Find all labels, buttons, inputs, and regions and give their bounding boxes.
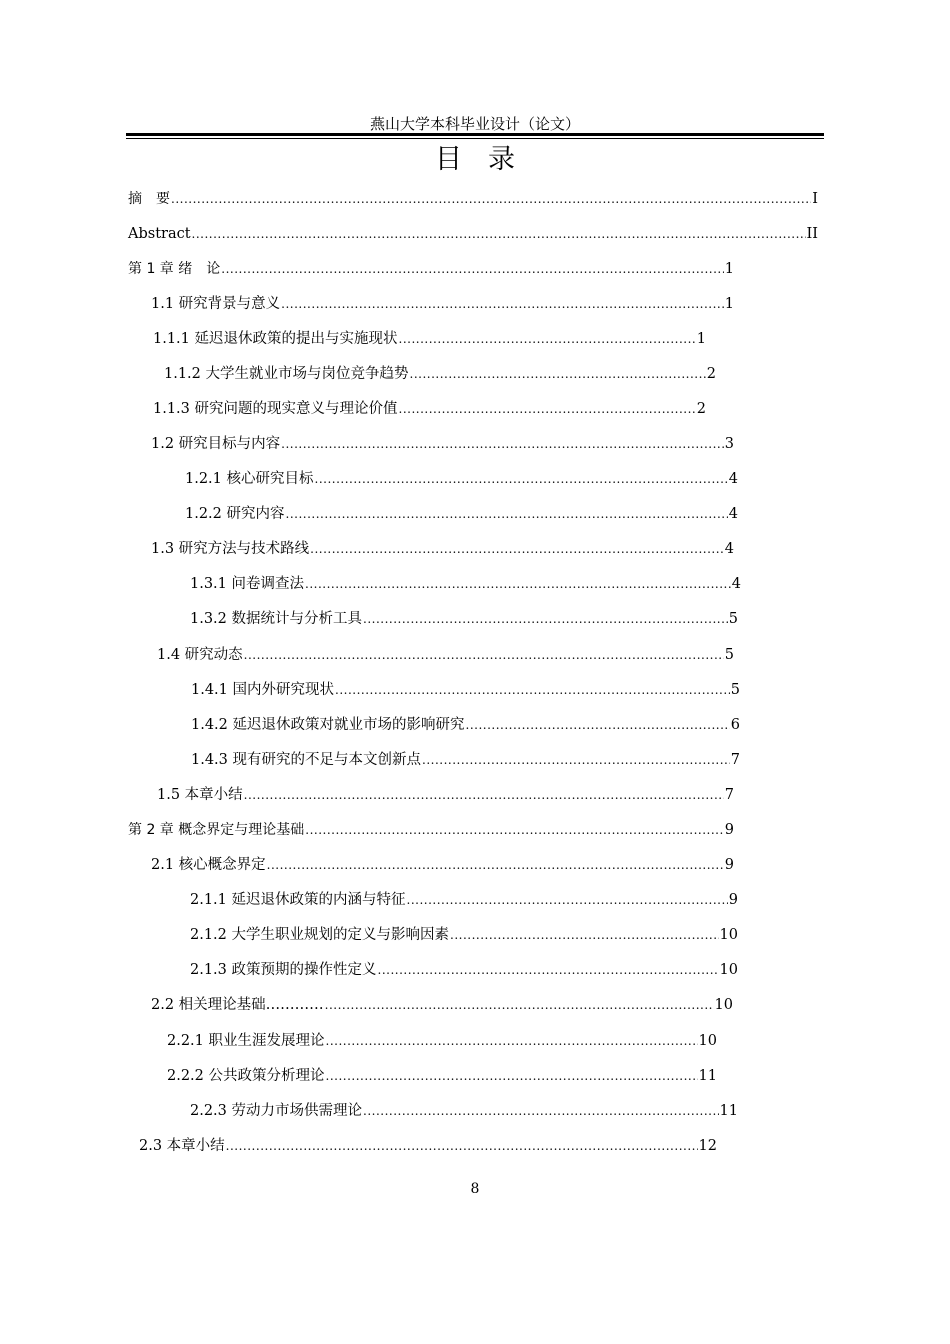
toc-leader-dots — [363, 608, 728, 630]
toc-entry-page: 6 — [730, 717, 740, 733]
toc-entry-page: 1 — [724, 296, 734, 312]
toc-entry[interactable] — [167, 1030, 717, 1052]
toc-entry-page: 4 — [731, 576, 741, 592]
running-header: 燕山大学本科毕业设计（论文） — [369, 115, 580, 133]
toc-entry[interactable] — [151, 433, 734, 455]
toc-entry-page: 5 — [730, 682, 740, 698]
toc-entry-page: 9 — [724, 822, 734, 838]
toc-entry[interactable] — [190, 889, 738, 911]
toc-entry-label: 摘 要 — [128, 191, 170, 207]
toc-entry[interactable] — [191, 714, 740, 736]
toc-entry-page: 1 — [724, 261, 734, 277]
toc-entry-page: 5 — [724, 647, 734, 663]
toc-leader-dots — [226, 1135, 698, 1157]
toc-entry-label: 2.2.3 劳动力市场供需理论 — [190, 1103, 363, 1119]
toc-entry-label: 1.3 研究方法与技术路线 — [151, 541, 310, 557]
toc-entry-page: 4 — [728, 471, 738, 487]
toc-entry-label: 2.1.3 政策预期的操作性定义 — [190, 962, 377, 978]
toc-entry-label: 2.2.2 公共政策分析理论 — [167, 1068, 325, 1084]
toc-entry[interactable] — [128, 188, 818, 210]
header-rule-thick — [126, 133, 824, 136]
toc-entry-label: 1.1 研究背景与意义 — [151, 296, 281, 312]
toc-entry-page: 12 — [698, 1138, 717, 1154]
toc-entry-page: 4 — [724, 541, 734, 557]
header-rule-thin — [126, 138, 824, 139]
toc-entry-label: 第 1 章 绪 论 — [128, 261, 221, 277]
toc-entry[interactable] — [128, 819, 734, 841]
toc-entry[interactable] — [164, 363, 716, 385]
toc-entry-label: 1.4.1 国内外研究现状 — [191, 682, 335, 698]
toc-entry[interactable] — [167, 1065, 717, 1087]
toc-leader-dots — [192, 223, 806, 245]
toc-leader-dots — [326, 1065, 698, 1087]
toc-entry-page: 10 — [714, 997, 733, 1013]
toc-entry-page: 10 — [698, 1033, 717, 1049]
toc-leader-dots — [399, 328, 696, 350]
toc-leader-dots — [450, 924, 719, 946]
toc-entry-label: 1.2.1 核心研究目标 — [185, 471, 314, 487]
toc-entry-label: 1.2.2 研究内容 — [185, 506, 285, 522]
toc-entry-label: 1.4 研究动态 — [157, 647, 243, 663]
toc-leader-dots — [315, 468, 728, 490]
toc-entry-label: 1.2 研究目标与内容 — [151, 436, 281, 452]
toc-entry[interactable] — [185, 468, 738, 490]
toc-entry-page: 10 — [719, 962, 738, 978]
toc-leader-dots — [305, 819, 724, 841]
toc-entry[interactable] — [139, 1135, 717, 1157]
toc-entry-label: 1.5 本章小结 — [157, 787, 243, 803]
toc-entry-page: 11 — [698, 1068, 717, 1084]
toc-entry[interactable] — [151, 994, 733, 1016]
toc-entry-label: 1.3.2 数据统计与分析工具 — [190, 611, 363, 627]
toc-entry[interactable] — [151, 854, 734, 876]
toc-entry-label: 2.1 核心概念界定 — [151, 857, 266, 873]
toc-entry-page: I — [812, 191, 818, 207]
toc-leader-dots — [378, 959, 719, 981]
toc-leader-dots — [325, 994, 714, 1016]
toc-leader-dots — [221, 258, 724, 280]
toc-leader-dots — [244, 644, 724, 666]
page-number: 8 — [470, 1181, 480, 1197]
toc-entry-page: 9 — [724, 857, 734, 873]
toc-leader-dots — [281, 433, 724, 455]
toc-entry[interactable] — [190, 924, 738, 946]
toc-entry-page: 10 — [719, 927, 738, 943]
toc-entry[interactable] — [153, 328, 706, 350]
toc-entry[interactable] — [128, 223, 818, 245]
toc-leader-dots — [310, 538, 724, 560]
toc-leader-dots — [407, 889, 728, 911]
toc-entry[interactable] — [151, 293, 734, 315]
toc-entry-label: 1.3.1 问卷调查法 — [190, 576, 305, 592]
toc-leader-dots — [466, 714, 730, 736]
toc-entry-page: 1 — [696, 331, 706, 347]
toc-entry-label: 1.4.3 现有研究的不足与本文创新点 — [191, 752, 422, 768]
toc-entry[interactable] — [185, 503, 738, 525]
toc-entry[interactable] — [190, 1100, 738, 1122]
toc-leader-dots — [422, 749, 730, 771]
toc-entry-label: 2.3 本章小结 — [139, 1138, 225, 1154]
toc-entry[interactable] — [191, 749, 740, 771]
toc-entry-page: II — [806, 226, 818, 242]
toc-entry-label: 2.2.1 职业生涯发展理论 — [167, 1033, 325, 1049]
toc-entry-label: 1.1.2 大学生就业市场与岗位竞争趋势 — [164, 366, 409, 382]
toc-leader-dots — [410, 363, 706, 385]
toc-entry-page: 2 — [696, 401, 706, 417]
toc-leader-dots — [267, 854, 724, 876]
toc-entry-page: 5 — [728, 611, 738, 627]
toc-entry-page: 4 — [728, 506, 738, 522]
toc-entry[interactable] — [157, 644, 734, 666]
toc-entry[interactable] — [157, 784, 734, 806]
toc-entry-page: 7 — [724, 787, 734, 803]
toc-leader-dots — [335, 679, 730, 701]
toc-entry[interactable] — [190, 608, 738, 630]
toc-entry[interactable] — [190, 959, 738, 981]
toc-entry[interactable] — [191, 679, 740, 701]
toc-leader-dots — [363, 1100, 719, 1122]
toc-entry-label: 2.2 相关理论基础………… — [151, 997, 324, 1013]
toc-leader-dots — [305, 573, 731, 595]
toc-leader-dots — [244, 784, 724, 806]
toc-leader-dots — [281, 293, 724, 315]
toc-entry-label: 1.1.1 延迟退休政策的提出与实施现状 — [153, 331, 398, 347]
toc-leader-dots — [399, 398, 696, 420]
toc-entry[interactable] — [151, 538, 734, 560]
toc-entry-page: 7 — [730, 752, 740, 768]
toc-entry-page: 2 — [706, 366, 716, 382]
toc-leader-dots — [326, 1030, 698, 1052]
toc-entry-page: 9 — [728, 892, 738, 908]
toc-entry-label: 2.1.1 延迟退休政策的内涵与特征 — [190, 892, 406, 908]
toc-entry-page: 3 — [724, 436, 734, 452]
toc-leader-dots — [286, 503, 728, 525]
toc-leader-dots — [171, 188, 811, 210]
toc-entry-label: 2.1.2 大学生职业规划的定义与影响因素 — [190, 927, 450, 943]
toc-entry[interactable] — [128, 258, 734, 280]
toc-entry-page: 11 — [719, 1103, 738, 1119]
toc-entry-label: Abstract — [128, 226, 191, 242]
toc-entry-label: 第 2 章 概念界定与理论基础 — [128, 822, 305, 838]
toc-entry[interactable] — [190, 573, 741, 595]
toc-entry[interactable] — [153, 398, 706, 420]
toc-entry-label: 1.1.3 研究问题的现实意义与理论价值 — [153, 401, 398, 417]
toc-entry-label: 1.4.2 延迟退休政策对就业市场的影响研究 — [191, 717, 465, 733]
page-title: 目录 — [435, 144, 541, 175]
